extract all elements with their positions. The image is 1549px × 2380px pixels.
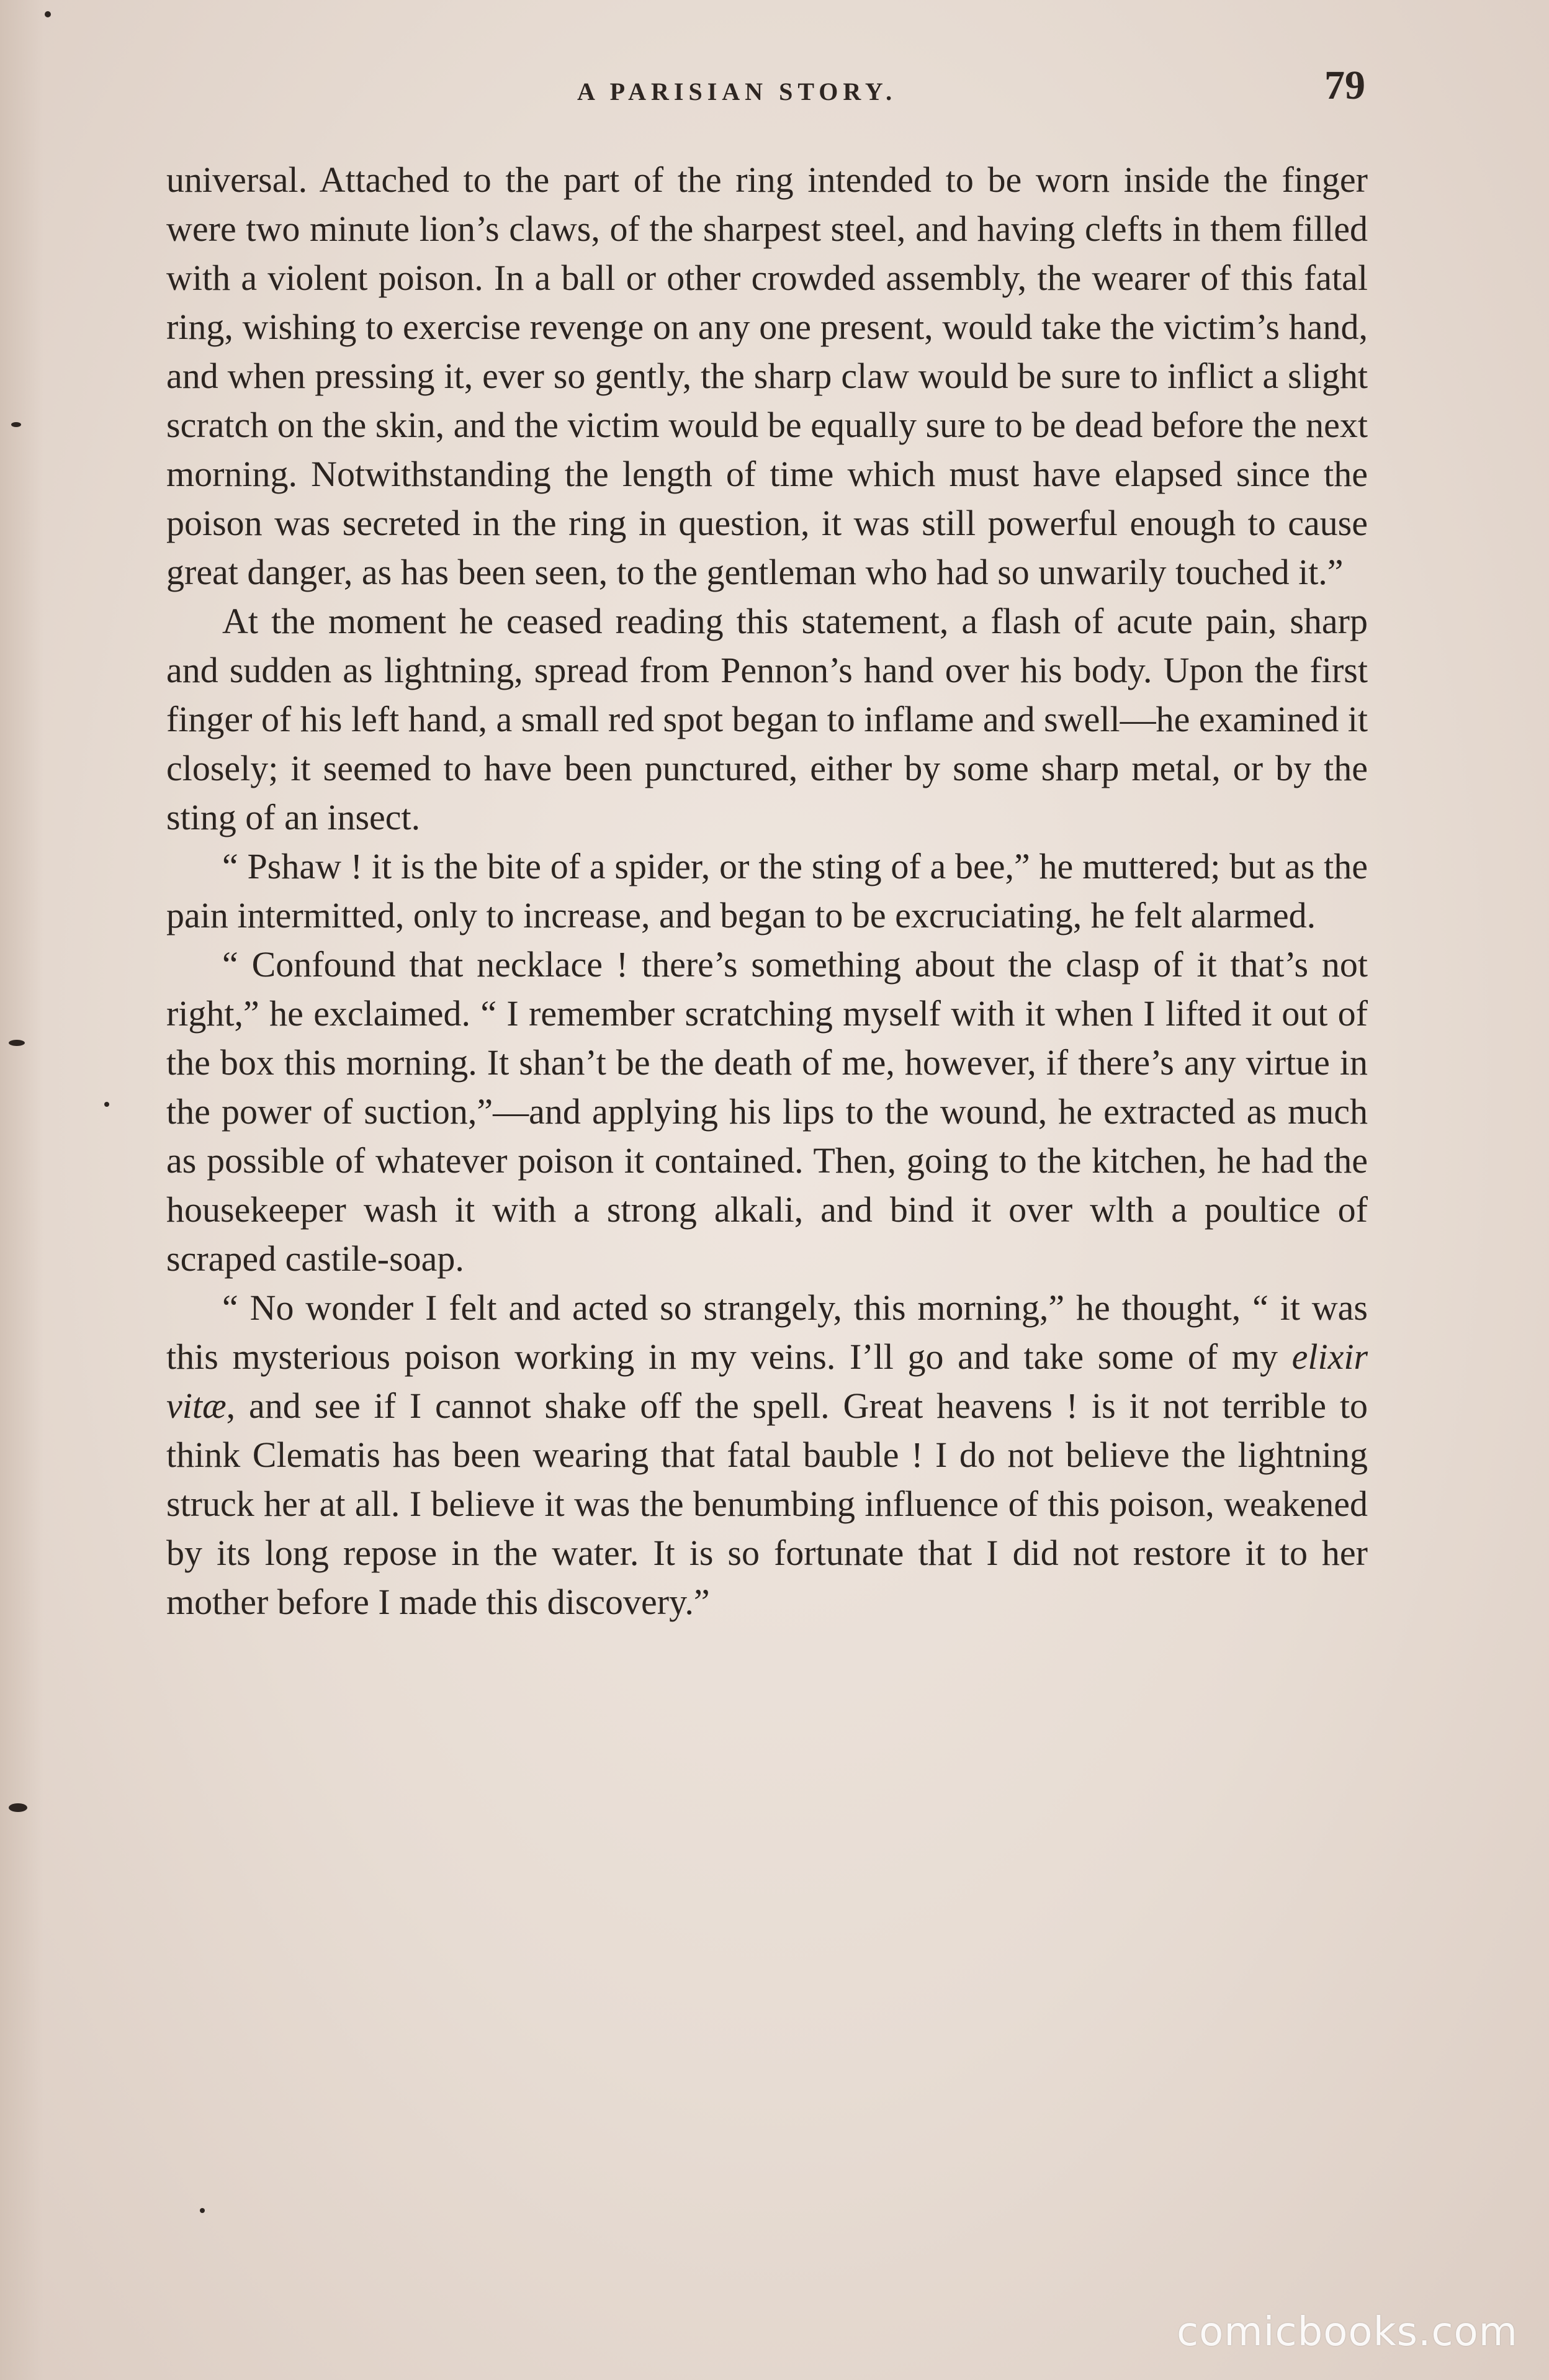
paragraph: At the moment he ceased reading this statement, a flash of acute pain, sharp and sudden as lightning, spread from Pennon’s hand over his body. Upon the first finger of his left hand, a small red spot began to inflame and swell—he examined it closely; it seemed to have been punctured, either by some sharp metal, or by the sting of an insect. [166,601,1368,837]
body-text [166,155,1368,1626]
watermark: comicbooks.com [1176,2309,1518,2355]
ink-speck [11,422,21,427]
paragraph: “ Pshaw ! it is the bite of a spider, or the sting of a bee,” he muttered; but as the pain intermitted, only to increase, and began to be excruciating, he felt alarmed. [166,846,1368,935]
ink-speck [9,1803,27,1812]
ink-speck [200,2208,205,2213]
ink-speck [9,1040,25,1046]
paragraph [166,1283,1368,1626]
paragraph: “ Confound that necklace ! there’s something about the clasp of it that’s not right,” he exclaimed. “ I remember scratching myself with it when I lifted it out of the box this morning. It shan’t be the death of me, however, if there’s any virtue in the power of suction,”—and applying his lips to the wound, he extracted as much as possible of whatever poison it contained. Then, going to the kitchen, he had the housekeeper wash it with a strong alkali, and bind it over wlth a poultice of scraped castile-soap. [166,944,1368,1279]
paragraph: universal. Attached to the part of the ring intended to be worn inside the finger were two minute lion’s claws, of the sharpest steel, and having clefts in them filled with a violent poison. In a ball or other crowded assembly, the wearer of this fatal ring, wishing to exercise revenge on any one present, would take the victim’s hand, and when pressing it, ever so gently, the sharp claw would be sure to inflict a slight scratch on the skin, and the victim would be equally sure to be dead before the next morning. Notwithstanding the length of time which must have elapsed since the poison was secreted in the ring in question, it was still powerful enough to cause great danger, as has been seen, to the gentleman who had so unwarily touched it.” [166,160,1368,592]
page-edge-shadow [0,0,43,2380]
page-number: 79 [1324,63,1365,108]
ink-speck [45,11,51,17]
paragraph-text: , and see if I cannot shake off the spell. Great heavens ! is it not terrible to think Clematis has been wearing that fatal bauble ! I do not believe the lightning struck her at all. I believe it was the benumbing influence of this poison, weakened by its long repose in the water. It is so fortunate that I did not restore it to her mother before I made this discovery.” [166,1386,1368,1622]
ink-speck [104,1102,109,1107]
italic-phrase: elixir vitæ [166,1336,1368,1426]
paragraph-text: “ No wonder I felt and acted so strangely, this morning,” he thought, “ it was this mysterious poison working in my veins. I’ll go and take some of my [166,1287,1368,1377]
running-header [168,62,1365,137]
running-title: A PARISIAN STORY. [577,78,897,106]
